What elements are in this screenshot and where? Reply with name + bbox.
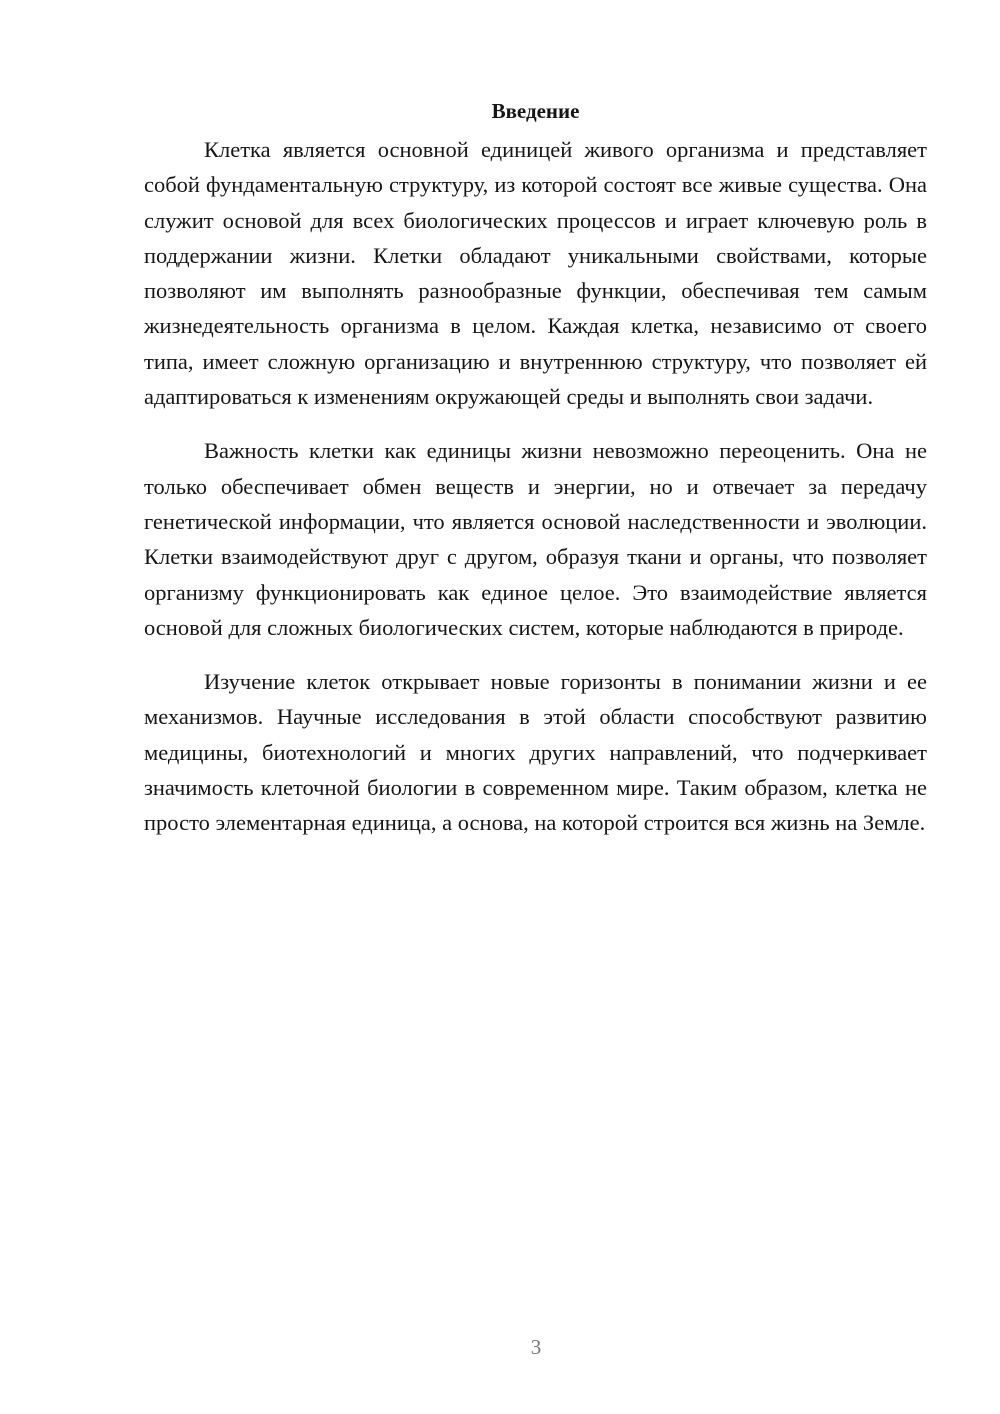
paragraph-3: Изучение клеток открывает новые горизонты в понимании жизни и ее механизмов. Научные исследования в этой области способствуют развитию медицины, биотехнологий и многих других направлений, что подчеркивает значимость клеточной биологии в современном мире. Таким образом, клетка не просто элементарная единица, а основа, на которой строится вся жизнь на Земле.	[144, 669, 927, 836]
page-content	[144, 96, 927, 841]
paragraph-1: Клетка является основной единицей живого организма и представляет собой фундаментальную структуру, из которой состоят все живые существа. Она служит основой для всех биологических процессов и играет ключевую роль в поддержании жизни. Клетки обладают уникальными свойствами, которые позволяют им выполнять разнообразные функции, обеспечивая тем самым жизнедеятельность организма в целом. Каждая клетка, независимо от своего типа, имеет сложную организацию и внутреннюю структуру, что позволяет ей адаптироваться к изменениям окружающей среды и выполнять свои задачи.	[144, 137, 927, 410]
section-title: Введение	[491, 99, 580, 123]
page-number: 3	[530, 1335, 542, 1359]
paragraph-2: Важность клетки как единицы жизни невозможно переоценить. Она не только обеспечивает обмен веществ и энергии, но и отвечает за передачу генетической информации, что является основой наследственности и эволюции. Клетки взаимодействуют друг с другом, образуя ткани и органы, что позволяет организму функционировать как единое целое. Это взаимодействие является основой для сложных биологических систем, которые наблюдаются в природе.	[144, 438, 927, 640]
